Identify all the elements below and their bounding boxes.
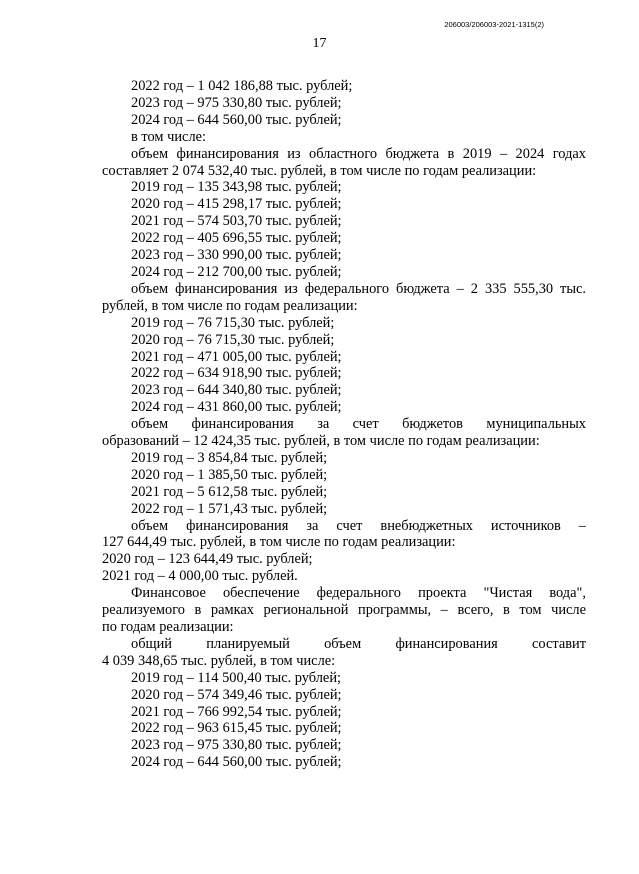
text-line: Финансовое обеспечение федерального проекта "Чистая вода",: [131, 585, 586, 602]
text-line: 2022 год – 405 696,55 тыс. рублей;: [131, 230, 342, 247]
text-line: 2023 год – 644 340,80 тыс. рублей;: [131, 382, 342, 399]
text-line: 2020 год – 574 349,46 тыс. рублей;: [131, 686, 342, 703]
text-line: составляет 2 074 532,40 тыс. рублей, в том числе по годам реализации:: [102, 162, 537, 179]
text-line: 2024 год – 644 560,00 тыс. рублей;: [131, 111, 342, 128]
text-line: 2022 год – 963 615,45 тыс. рублей;: [131, 720, 342, 737]
text-line: реализуемого в рамках региональной программы, – всего, в том числе: [102, 602, 586, 619]
text-line: 2021 год – 766 992,54 тыс. рублей;: [131, 703, 342, 720]
text-line: 2021 год – 5 612,58 тыс. рублей;: [131, 483, 328, 500]
text-line: 2022 год – 1 042 186,88 тыс. рублей;: [131, 78, 353, 94]
text-line: 127 644,49 тыс. рублей, в том числе по годам реализации:: [102, 534, 456, 551]
text-line: 2021 год – 574 503,70 тыс. рублей;: [131, 213, 342, 230]
text-line: 2019 год – 76 715,30 тыс. рублей;: [131, 314, 335, 331]
text-line: 2022 год – 634 918,90 тыс. рублей;: [131, 365, 342, 382]
text-line: 2024 год – 644 560,00 тыс. рублей;: [131, 754, 342, 771]
text-line: объем финансирования из федерального бюджета – 2 335 555,30 тыс.: [131, 280, 586, 297]
text-line: 2020 год – 76 715,30 тыс. рублей;: [131, 331, 335, 348]
text-line: 2020 год – 123 644,49 тыс. рублей;: [102, 551, 313, 568]
text-line: 2023 год – 975 330,80 тыс. рублей;: [131, 737, 342, 754]
text-line: объем финансирования за счет внебюджетных источников –: [131, 517, 586, 534]
text-line: 2024 год – 212 700,00 тыс. рублей;: [131, 263, 342, 280]
text-line: по годам реализации:: [102, 619, 234, 635]
text-line: в том числе:: [131, 128, 207, 145]
text-line: 2020 год – 415 298,17 тыс. рублей;: [131, 196, 342, 213]
text-line: объем финансирования из областного бюджета в 2019 – 2024 годах: [131, 145, 586, 162]
text-line: образований – 12 424,35 тыс. рублей, в том числе по годам реализации:: [102, 433, 540, 450]
text-line: 2021 год – 4 000,00 тыс. рублей.: [102, 568, 298, 585]
document-body: [102, 78, 586, 771]
text-line: рублей, в том числе по годам реализации:: [102, 297, 358, 314]
text-line: 2021 год – 471 005,00 тыс. рублей;: [131, 348, 342, 365]
document-id: 206003/206003-2021-1315(2): [444, 20, 544, 29]
text-line: общий планируемый объем финансирования составит: [131, 635, 586, 652]
text-line: 2024 год – 431 860,00 тыс. рублей;: [131, 399, 342, 416]
text-line: 2022 год – 1 571,43 тыс. рублей;: [131, 500, 328, 517]
text-line: объем финансирования за счет бюджетов муниципальных: [131, 416, 586, 433]
text-line: 2019 год – 114 500,40 тыс. рублей;: [131, 669, 342, 686]
text-line: 4 039 348,65 тыс. рублей, в том числе:: [102, 652, 336, 669]
text-line: 2020 год – 1 385,50 тыс. рублей;: [131, 466, 328, 483]
text-line: 2019 год – 135 343,98 тыс. рублей;: [131, 179, 342, 196]
text-line: 2019 год – 3 854,84 тыс. рублей;: [131, 449, 328, 466]
page-number: 17: [312, 36, 327, 51]
text-line: 2023 год – 330 990,00 тыс. рублей;: [131, 247, 342, 264]
text-line: 2023 год – 975 330,80 тыс. рублей;: [131, 94, 342, 111]
